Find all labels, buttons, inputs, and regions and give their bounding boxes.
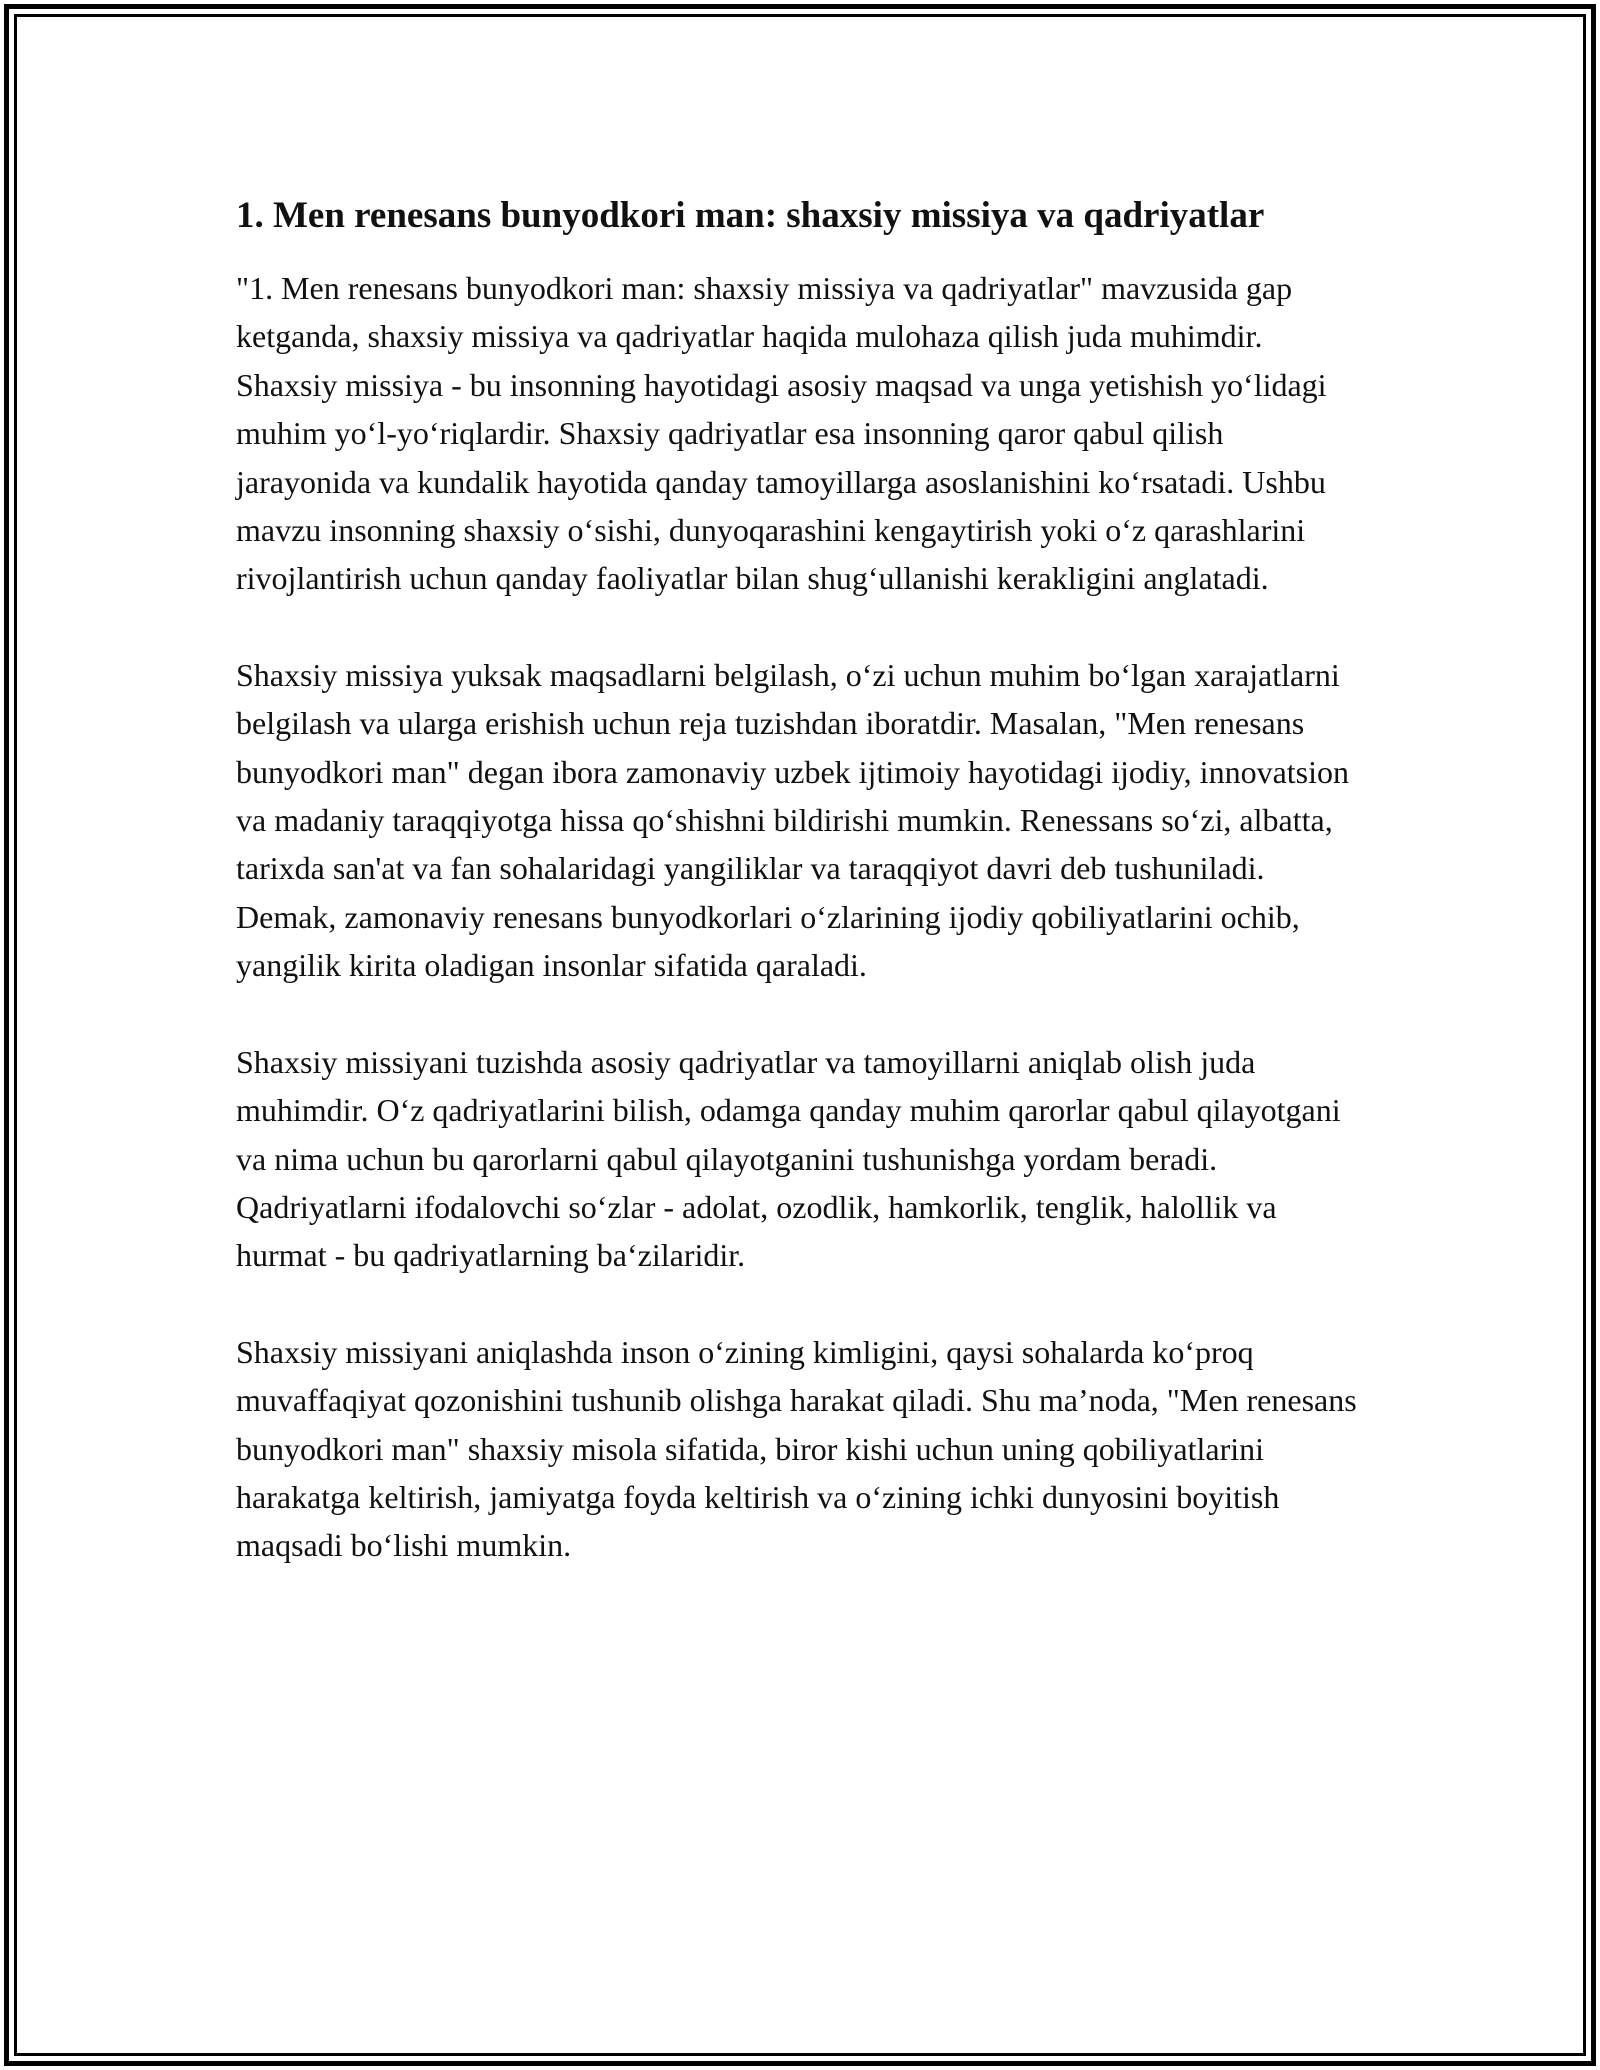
section-heading: 1. Men renesans bunyodkori man: shaxsiy missiya va qadriyatlar (236, 195, 1265, 236)
paragraph-1: "1. Men renesans bunyodkori man: shaxsiy missiya va qadriyatlar" mavzusida gap ketganda, shaxsiy missiya va qadriyatlar haqida mulohaza qilish juda muhimdir. Shaxsiy missiya - bu insonning hayotidagi asosiy maqsad va unga yetishish yo‘lidagi muhim yo‘l-yo‘riqlardir. Shaxsiy qadriyatlar esa insonning qaror qabul qilish jarayonida va kundalik hayotida qanday tamoyillarga asoslanishini ko‘rsatadi. Ushbu mavzu insonning shaxsiy o‘sishi, dunyoqarashini kengaytirish yoki o‘z qarashlarini rivojlantirish uchun qanday faoliyatlar bilan shug‘ullanishi kerakligini anglatadi. (236, 270, 1327, 597)
paragraph-4: Shaxsiy missiyani aniqlashda inson o‘zining kimligini, qaysi sohalarda ko‘proq muvaffaqiyat qozonishini tushunib olishga harakat qiladi. Shu ma’noda, "Men renesans bunyodkori man" shaxsiy misola sifatida, biror kishi uchun uning qobiliyatlarini harakatga keltirish, jamiyatga foyda keltirish va o‘zining ichki dunyosini boyitish maqsadi bo‘lishi mumkin. (236, 1333, 1357, 1564)
paragraph-3: Shaxsiy missiyani tuzishda asosiy qadriyatlar va tamoyillarni aniqlab olish juda muhimdir. O‘z qadriyatlarini bilish, odamga qanday muhim qarorlar qabul qilayotgani va nima uchun bu qarorlarni qabul qilayotganini tushunishga yordam beradi. Qadriyatlarni ifodalovchi so‘zlar - adolat, ozodlik, hamkorlik, tenglik, halollik va hurmat - bu qadriyatlarning ba‘zilaridir. (236, 1043, 1341, 1274)
document-body (236, 188, 1366, 1570)
paragraph-2: Shaxsiy missiya yuksak maqsadlarni belgilash, o‘zi uchun muhim bo‘lgan xarajatlarni belgilash va ularga erishish uchun reja tuzishdan iboratdir. Masalan, "Men renesans bunyodkori man" degan ibora zamonaviy uzbek ijtimoiy hayotidagi ijodiy, innovatsion va madaniy taraqqiyotga hissa qo‘shishni bildirishi mumkin. Renessans so‘zi, albatta, tarixda san'at va fan sohalaridagi yangiliklar va taraqqiyot davri deb tushuniladi. Demak, zamonaviy renesans bunyodkorlari o‘zlarining ijodiy qobiliyatlarini ochib, yangilik kirita oladigan insonlar sifatida qaraladi. (236, 656, 1349, 984)
